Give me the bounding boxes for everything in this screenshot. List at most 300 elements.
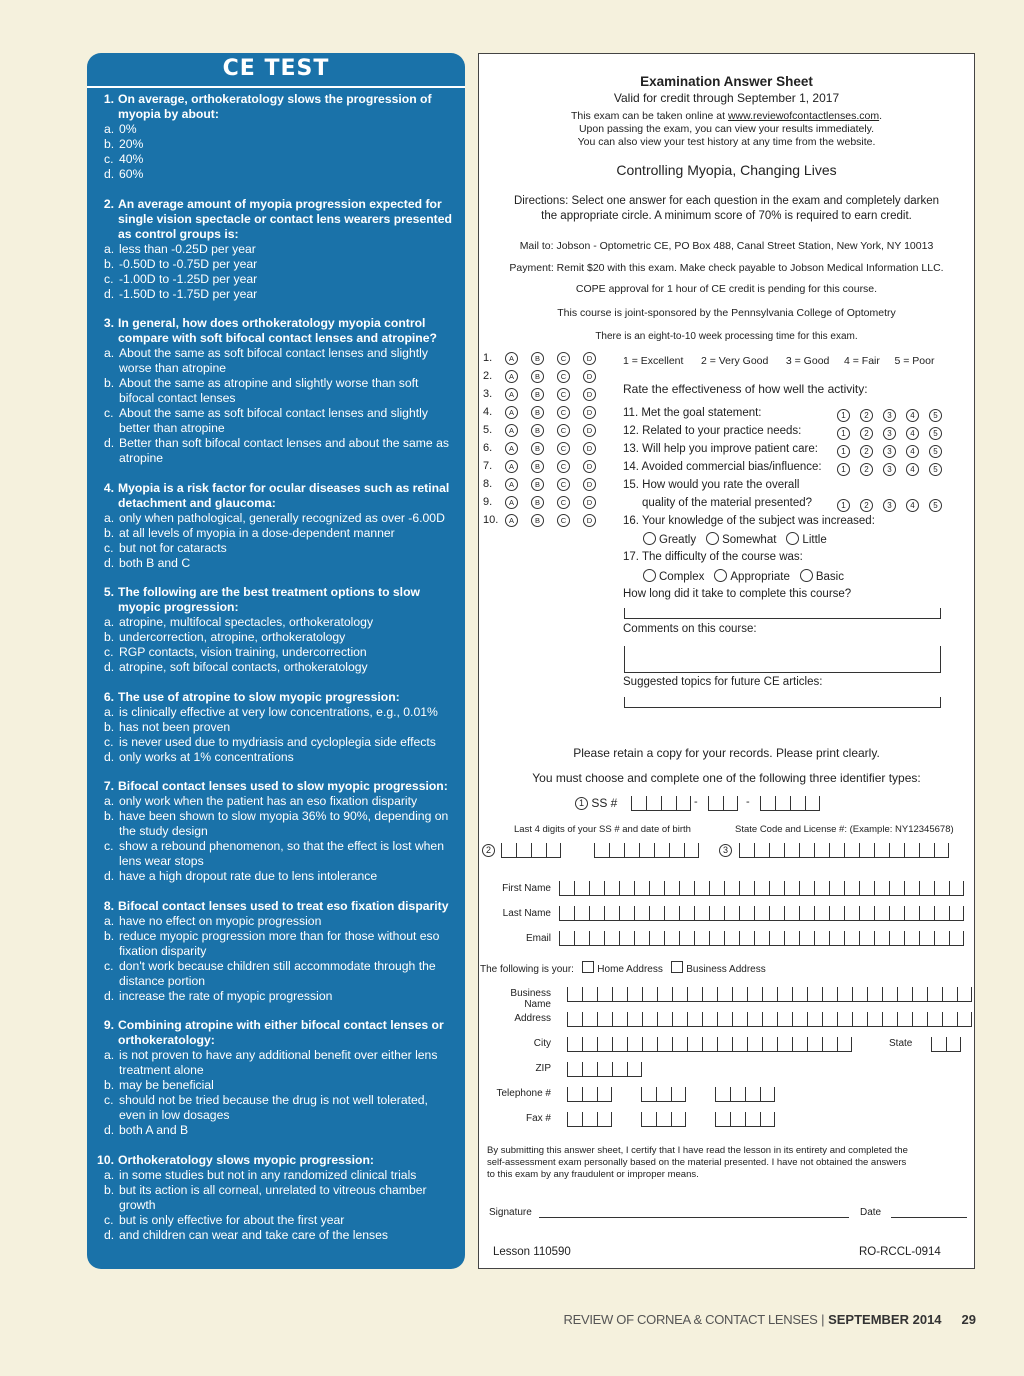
answer-bubble[interactable]: A <box>505 460 518 473</box>
email-field[interactable] <box>559 931 964 946</box>
character-cell[interactable] <box>784 881 799 896</box>
rating-bubble[interactable]: 1 <box>837 409 850 422</box>
character-cell[interactable] <box>769 843 784 858</box>
character-cell[interactable] <box>844 843 859 858</box>
character-cell[interactable] <box>730 1087 745 1102</box>
rating-bubble[interactable]: 2 <box>860 427 873 440</box>
character-cell[interactable] <box>709 906 724 921</box>
character-cell[interactable] <box>919 906 934 921</box>
character-cell[interactable] <box>582 987 597 1002</box>
character-cell[interactable] <box>597 1062 612 1077</box>
answer-bubble[interactable]: D <box>583 442 596 455</box>
rating-bubble[interactable]: 2 <box>860 463 873 476</box>
character-cell[interactable] <box>769 931 784 946</box>
character-cell[interactable] <box>867 987 882 1002</box>
character-cell[interactable] <box>546 843 561 858</box>
character-cell[interactable] <box>516 843 531 858</box>
character-cell[interactable] <box>739 843 754 858</box>
rating-bubble[interactable]: 4 <box>906 409 919 422</box>
character-cell[interactable] <box>709 931 724 946</box>
business-name-field[interactable] <box>567 987 972 1002</box>
city-field[interactable] <box>567 1037 852 1052</box>
telephone-area-field[interactable] <box>567 1087 612 1102</box>
character-cell[interactable] <box>604 881 619 896</box>
character-cell[interactable] <box>799 881 814 896</box>
character-cell[interactable] <box>814 843 829 858</box>
rating-bubble[interactable]: 2 <box>860 409 873 422</box>
character-cell[interactable] <box>946 1037 961 1052</box>
date-line[interactable] <box>891 1216 967 1218</box>
rating-bubble[interactable]: 2 <box>860 445 873 458</box>
character-cell[interactable] <box>837 1037 852 1052</box>
character-cell[interactable] <box>814 906 829 921</box>
character-cell[interactable] <box>927 987 942 1002</box>
rating-bubble[interactable]: 3 <box>883 463 896 476</box>
answer-bubble[interactable]: D <box>583 424 596 437</box>
character-cell[interactable] <box>642 1012 657 1027</box>
character-cell[interactable] <box>897 987 912 1002</box>
character-cell[interactable] <box>634 906 649 921</box>
character-cell[interactable] <box>717 1037 732 1052</box>
answer-bubble[interactable]: B <box>531 442 544 455</box>
character-cell[interactable] <box>934 931 949 946</box>
character-cell[interactable] <box>612 987 627 1002</box>
character-cell[interactable] <box>777 1012 792 1027</box>
answer-bubble[interactable]: C <box>557 496 570 509</box>
character-cell[interactable] <box>852 987 867 1002</box>
character-cell[interactable] <box>687 1012 702 1027</box>
character-cell[interactable] <box>784 931 799 946</box>
character-cell[interactable] <box>642 1037 657 1052</box>
character-cell[interactable] <box>859 881 874 896</box>
choice-option[interactable] <box>786 534 826 546</box>
character-cell[interactable] <box>747 1037 762 1052</box>
character-cell[interactable] <box>724 906 739 921</box>
answer-bubble[interactable]: B <box>531 370 544 383</box>
character-cell[interactable] <box>619 881 634 896</box>
character-cell[interactable] <box>949 881 964 896</box>
character-cell[interactable] <box>649 881 664 896</box>
character-cell[interactable] <box>730 1112 745 1127</box>
character-cell[interactable] <box>582 1112 597 1127</box>
telephone-line-field[interactable] <box>715 1087 775 1102</box>
answer-bubble[interactable]: D <box>583 514 596 527</box>
character-cell[interactable] <box>657 1012 672 1027</box>
character-cell[interactable] <box>754 881 769 896</box>
character-cell[interactable] <box>805 796 820 811</box>
character-cell[interactable] <box>679 906 694 921</box>
character-cell[interactable] <box>709 881 724 896</box>
character-cell[interactable] <box>897 1012 912 1027</box>
character-cell[interactable] <box>822 987 837 1002</box>
address-field[interactable] <box>567 1012 972 1027</box>
online-url-link[interactable]: www.reviewofcontactlenses.com <box>727 110 880 122</box>
character-cell[interactable] <box>807 1012 822 1027</box>
first-name-field[interactable] <box>559 881 964 896</box>
character-cell[interactable] <box>627 1012 642 1027</box>
choice-bubble[interactable] <box>714 569 727 582</box>
dob-field[interactable] <box>594 843 699 858</box>
rating-bubble[interactable]: 1 <box>837 499 850 512</box>
character-cell[interactable] <box>747 987 762 1002</box>
choice-bubble[interactable] <box>706 532 719 545</box>
fax-prefix-field[interactable] <box>641 1112 686 1127</box>
character-cell[interactable] <box>762 987 777 1002</box>
character-cell[interactable] <box>822 1012 837 1027</box>
character-cell[interactable] <box>844 881 859 896</box>
character-cell[interactable] <box>684 843 699 858</box>
character-cell[interactable] <box>589 931 604 946</box>
character-cell[interactable] <box>882 987 897 1002</box>
character-cell[interactable] <box>574 881 589 896</box>
character-cell[interactable] <box>694 906 709 921</box>
character-cell[interactable] <box>837 1012 852 1027</box>
answer-bubble[interactable]: B <box>531 460 544 473</box>
answer-bubble[interactable]: D <box>583 496 596 509</box>
character-cell[interactable] <box>672 987 687 1002</box>
character-cell[interactable] <box>582 1062 597 1077</box>
character-cell[interactable] <box>745 1087 760 1102</box>
last-name-field[interactable] <box>559 906 964 921</box>
character-cell[interactable] <box>957 987 972 1002</box>
character-cell[interactable] <box>708 796 723 811</box>
character-cell[interactable] <box>747 1012 762 1027</box>
rating-bubble[interactable]: 5 <box>929 499 942 512</box>
character-cell[interactable] <box>777 987 792 1002</box>
answer-bubble[interactable]: D <box>583 460 596 473</box>
choice-bubble[interactable] <box>643 532 656 545</box>
character-cell[interactable] <box>859 843 874 858</box>
character-cell[interactable] <box>807 987 822 1002</box>
how-long-field[interactable] <box>624 608 941 619</box>
character-cell[interactable] <box>799 906 814 921</box>
signature-line[interactable] <box>539 1216 849 1218</box>
character-cell[interactable] <box>656 1087 671 1102</box>
character-cell[interactable] <box>912 987 927 1002</box>
character-cell[interactable] <box>814 931 829 946</box>
home-address-checkbox[interactable] <box>582 961 594 973</box>
answer-bubble[interactable]: B <box>531 352 544 365</box>
character-cell[interactable] <box>641 1087 656 1102</box>
character-cell[interactable] <box>934 906 949 921</box>
rating-bubble[interactable]: 5 <box>929 427 942 440</box>
character-cell[interactable] <box>594 843 609 858</box>
answer-bubble[interactable]: D <box>583 388 596 401</box>
answer-bubble[interactable]: C <box>557 460 570 473</box>
character-cell[interactable] <box>904 843 919 858</box>
character-cell[interactable] <box>717 987 732 1002</box>
choice-bubble[interactable] <box>643 569 656 582</box>
character-cell[interactable] <box>904 881 919 896</box>
last4-field[interactable] <box>501 843 561 858</box>
answer-bubble[interactable]: B <box>531 496 544 509</box>
character-cell[interactable] <box>664 881 679 896</box>
character-cell[interactable] <box>612 1012 627 1027</box>
character-cell[interactable] <box>627 1062 642 1077</box>
character-cell[interactable] <box>589 881 604 896</box>
character-cell[interactable] <box>656 1112 671 1127</box>
character-cell[interactable] <box>567 1112 582 1127</box>
rating-bubble[interactable]: 1 <box>837 427 850 440</box>
character-cell[interactable] <box>702 1012 717 1027</box>
rating-bubble[interactable]: 4 <box>906 427 919 440</box>
character-cell[interactable] <box>760 1087 775 1102</box>
choice-bubble[interactable] <box>786 532 799 545</box>
character-cell[interactable] <box>807 1037 822 1052</box>
character-cell[interactable] <box>597 1037 612 1052</box>
license-field[interactable] <box>739 843 949 858</box>
character-cell[interactable] <box>694 881 709 896</box>
character-cell[interactable] <box>694 931 709 946</box>
character-cell[interactable] <box>829 881 844 896</box>
character-cell[interactable] <box>732 1037 747 1052</box>
character-cell[interactable] <box>531 843 546 858</box>
answer-bubble[interactable]: C <box>557 370 570 383</box>
character-cell[interactable] <box>646 796 661 811</box>
character-cell[interactable] <box>934 881 949 896</box>
character-cell[interactable] <box>654 843 669 858</box>
character-cell[interactable] <box>676 796 691 811</box>
character-cell[interactable] <box>657 987 672 1002</box>
character-cell[interactable] <box>567 1037 582 1052</box>
character-cell[interactable] <box>634 881 649 896</box>
character-cell[interactable] <box>672 1012 687 1027</box>
character-cell[interactable] <box>784 843 799 858</box>
character-cell[interactable] <box>874 906 889 921</box>
character-cell[interactable] <box>661 796 676 811</box>
answer-bubble[interactable]: A <box>505 514 518 527</box>
character-cell[interactable] <box>859 906 874 921</box>
state-field[interactable] <box>931 1037 961 1052</box>
character-cell[interactable] <box>792 1012 807 1027</box>
character-cell[interactable] <box>664 931 679 946</box>
answer-bubble[interactable]: B <box>531 424 544 437</box>
character-cell[interactable] <box>859 931 874 946</box>
rating-bubble[interactable]: 2 <box>860 499 873 512</box>
choice-bubble[interactable] <box>800 569 813 582</box>
character-cell[interactable] <box>679 931 694 946</box>
character-cell[interactable] <box>904 906 919 921</box>
character-cell[interactable] <box>934 843 949 858</box>
answer-bubble[interactable]: C <box>557 352 570 365</box>
character-cell[interactable] <box>852 1012 867 1027</box>
character-cell[interactable] <box>844 906 859 921</box>
answer-bubble[interactable]: C <box>557 478 570 491</box>
character-cell[interactable] <box>702 1037 717 1052</box>
answer-bubble[interactable]: A <box>505 496 518 509</box>
character-cell[interactable] <box>664 906 679 921</box>
rating-bubble[interactable]: 4 <box>906 445 919 458</box>
character-cell[interactable] <box>844 931 859 946</box>
rating-bubble[interactable]: 3 <box>883 445 896 458</box>
ss-field-part-2[interactable] <box>708 796 738 811</box>
character-cell[interactable] <box>957 1012 972 1027</box>
character-cell[interactable] <box>762 1012 777 1027</box>
character-cell[interactable] <box>739 931 754 946</box>
answer-bubble[interactable]: A <box>505 478 518 491</box>
character-cell[interactable] <box>760 1112 775 1127</box>
character-cell[interactable] <box>672 1037 687 1052</box>
rating-bubble[interactable]: 3 <box>883 499 896 512</box>
character-cell[interactable] <box>717 1012 732 1027</box>
character-cell[interactable] <box>597 1087 612 1102</box>
character-cell[interactable] <box>687 1037 702 1052</box>
character-cell[interactable] <box>889 931 904 946</box>
character-cell[interactable] <box>597 987 612 1002</box>
answer-bubble[interactable]: C <box>557 424 570 437</box>
ss-field-part-1[interactable] <box>631 796 691 811</box>
character-cell[interactable] <box>949 906 964 921</box>
character-cell[interactable] <box>799 843 814 858</box>
character-cell[interactable] <box>829 906 844 921</box>
rating-bubble[interactable]: 5 <box>929 445 942 458</box>
character-cell[interactable] <box>889 881 904 896</box>
answer-bubble[interactable]: C <box>557 514 570 527</box>
fax-area-field[interactable] <box>567 1112 612 1127</box>
character-cell[interactable] <box>769 881 784 896</box>
character-cell[interactable] <box>874 843 889 858</box>
character-cell[interactable] <box>882 1012 897 1027</box>
character-cell[interactable] <box>822 1037 837 1052</box>
rating-bubble[interactable]: 5 <box>929 409 942 422</box>
character-cell[interactable] <box>671 1112 686 1127</box>
rating-bubble[interactable]: 4 <box>906 463 919 476</box>
rating-bubble[interactable]: 1 <box>837 463 850 476</box>
answer-bubble[interactable]: B <box>531 388 544 401</box>
rating-bubble[interactable]: 1 <box>837 445 850 458</box>
business-address-checkbox[interactable] <box>671 961 683 973</box>
suggested-field[interactable] <box>624 697 941 708</box>
character-cell[interactable] <box>912 1012 927 1027</box>
character-cell[interactable] <box>949 931 964 946</box>
character-cell[interactable] <box>567 987 582 1002</box>
choice-option[interactable] <box>706 534 776 546</box>
character-cell[interactable] <box>687 987 702 1002</box>
comments-field[interactable] <box>624 646 941 673</box>
character-cell[interactable] <box>609 843 624 858</box>
answer-bubble[interactable]: C <box>557 388 570 401</box>
character-cell[interactable] <box>604 906 619 921</box>
character-cell[interactable] <box>715 1087 730 1102</box>
character-cell[interactable] <box>874 931 889 946</box>
character-cell[interactable] <box>867 1012 882 1027</box>
character-cell[interactable] <box>582 1087 597 1102</box>
character-cell[interactable] <box>574 906 589 921</box>
zip-field[interactable] <box>567 1062 642 1077</box>
answer-bubble[interactable]: A <box>505 442 518 455</box>
character-cell[interactable] <box>784 906 799 921</box>
character-cell[interactable] <box>634 931 649 946</box>
telephone-prefix-field[interactable] <box>641 1087 686 1102</box>
rating-bubble[interactable]: 3 <box>883 427 896 440</box>
rating-bubble[interactable]: 4 <box>906 499 919 512</box>
character-cell[interactable] <box>559 931 574 946</box>
answer-bubble[interactable]: D <box>583 406 596 419</box>
character-cell[interactable] <box>942 1012 957 1027</box>
character-cell[interactable] <box>619 931 634 946</box>
character-cell[interactable] <box>919 843 934 858</box>
character-cell[interactable] <box>942 987 957 1002</box>
character-cell[interactable] <box>559 906 574 921</box>
character-cell[interactable] <box>559 881 574 896</box>
character-cell[interactable] <box>642 987 657 1002</box>
rating-bubble[interactable]: 3 <box>883 409 896 422</box>
character-cell[interactable] <box>769 906 784 921</box>
character-cell[interactable] <box>829 931 844 946</box>
character-cell[interactable] <box>931 1037 946 1052</box>
rating-bubble[interactable]: 5 <box>929 463 942 476</box>
character-cell[interactable] <box>574 931 589 946</box>
character-cell[interactable] <box>889 843 904 858</box>
character-cell[interactable] <box>612 1037 627 1052</box>
character-cell[interactable] <box>604 931 619 946</box>
answer-bubble[interactable]: C <box>557 406 570 419</box>
character-cell[interactable] <box>777 1037 792 1052</box>
character-cell[interactable] <box>669 843 684 858</box>
character-cell[interactable] <box>762 1037 777 1052</box>
character-cell[interactable] <box>745 1112 760 1127</box>
character-cell[interactable] <box>702 987 717 1002</box>
character-cell[interactable] <box>837 987 852 1002</box>
character-cell[interactable] <box>715 1112 730 1127</box>
character-cell[interactable] <box>597 1012 612 1027</box>
answer-bubble[interactable]: A <box>505 406 518 419</box>
answer-bubble[interactable]: B <box>531 406 544 419</box>
character-cell[interactable] <box>739 906 754 921</box>
character-cell[interactable] <box>627 987 642 1002</box>
character-cell[interactable] <box>732 1012 747 1027</box>
character-cell[interactable] <box>814 881 829 896</box>
character-cell[interactable] <box>927 1012 942 1027</box>
character-cell[interactable] <box>874 881 889 896</box>
character-cell[interactable] <box>679 881 694 896</box>
character-cell[interactable] <box>589 906 604 921</box>
character-cell[interactable] <box>567 1012 582 1027</box>
character-cell[interactable] <box>754 931 769 946</box>
character-cell[interactable] <box>631 796 646 811</box>
character-cell[interactable] <box>792 1037 807 1052</box>
character-cell[interactable] <box>754 906 769 921</box>
character-cell[interactable] <box>739 881 754 896</box>
character-cell[interactable] <box>904 931 919 946</box>
answer-bubble[interactable]: B <box>531 514 544 527</box>
character-cell[interactable] <box>799 931 814 946</box>
character-cell[interactable] <box>790 796 805 811</box>
character-cell[interactable] <box>724 931 739 946</box>
character-cell[interactable] <box>624 843 639 858</box>
choice-option[interactable] <box>714 571 789 583</box>
character-cell[interactable] <box>657 1037 672 1052</box>
character-cell[interactable] <box>582 1012 597 1027</box>
answer-bubble[interactable]: A <box>505 370 518 383</box>
character-cell[interactable] <box>754 843 769 858</box>
answer-bubble[interactable]: A <box>505 352 518 365</box>
character-cell[interactable] <box>582 1037 597 1052</box>
answer-bubble[interactable]: D <box>583 370 596 383</box>
character-cell[interactable] <box>760 796 775 811</box>
character-cell[interactable] <box>919 931 934 946</box>
character-cell[interactable] <box>723 796 738 811</box>
answer-bubble[interactable]: A <box>505 424 518 437</box>
choice-option[interactable] <box>800 571 844 583</box>
choice-option[interactable] <box>643 534 696 546</box>
ss-field-part-3[interactable] <box>760 796 820 811</box>
character-cell[interactable] <box>627 1037 642 1052</box>
character-cell[interactable] <box>619 906 634 921</box>
answer-bubble[interactable]: A <box>505 388 518 401</box>
character-cell[interactable] <box>775 796 790 811</box>
answer-bubble[interactable]: B <box>531 478 544 491</box>
